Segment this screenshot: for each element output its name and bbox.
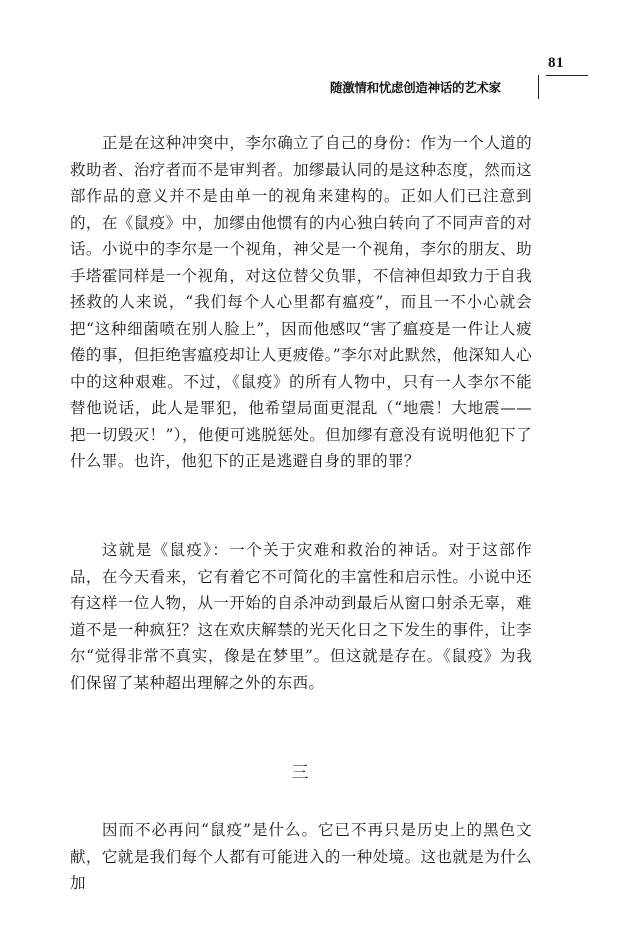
running-title: 随激情和忧虑创造神话的艺术家 — [330, 80, 501, 95]
body-paragraph-2: 这就是《鼠疫》：一个关于灾难和救治的神话。对于这部作品，在今天看来，它有着它不可简化的丰富性和启示性。小说中还有这样一位人物，从一开始的自杀冲动到最后从窗口射杀无辜，难道不是一种疯狂？这在欢庆解禁的光天化日之下发生的事件，让李尔“觉得非常不真实，像是在梦里”。但这就是存在。《鼠疫》为我们保留了某种超出理解之外的东西。 — [70, 541, 532, 692]
section-number: 三 — [291, 763, 309, 783]
body-paragraph-1: 正是在这种冲突中，李尔确立了自己的身份：作为一个人道的救助者、治疗者而不是审判者。加缪最认同的是这种态度，然而这部作品的意义并不是由单一的视角来建构的。正如人们已注意到的，在《鼠疫》中，加缪由他惯有的内心独白转向了不同声音的对话。小说中的李尔是一个视角，神父是一个视角，李尔的朋友、助手塔霍同样是一个视角，对这位替父负罪，不信神但却致力于自我拯救的人来说，“我们每个人心里都有瘟疫”，而且一不小心就会把“这种细菌喷在别人脸上”，因而他感叹“害了瘟疫是一件让人疲倦的事，但拒绝害瘟疫却让人更疲倦。”李尔对此默然，他深知人心中的这种艰难。不过，《鼠疫》的所有人物中，只有一人李尔不能替他说话，此人是罪犯，他希望局面更混乱（“地震！大地震——把一切毁灭！”），他便可逃脱惩处。但加缪有意没有说明他犯下了什么罪。也许，他犯下的正是逃避自身的罪的罪？ — [70, 134, 532, 470]
header-rule — [546, 75, 588, 76]
body-paragraph-3: 因而不必再问“鼠疫”是什么。它已不再只是历史上的黑色文献，它就是我们每个人都有可能进入的一种处境。这也就是为什么加 — [70, 821, 532, 892]
header-tick — [538, 75, 539, 99]
page-number: 81 — [548, 55, 564, 71]
